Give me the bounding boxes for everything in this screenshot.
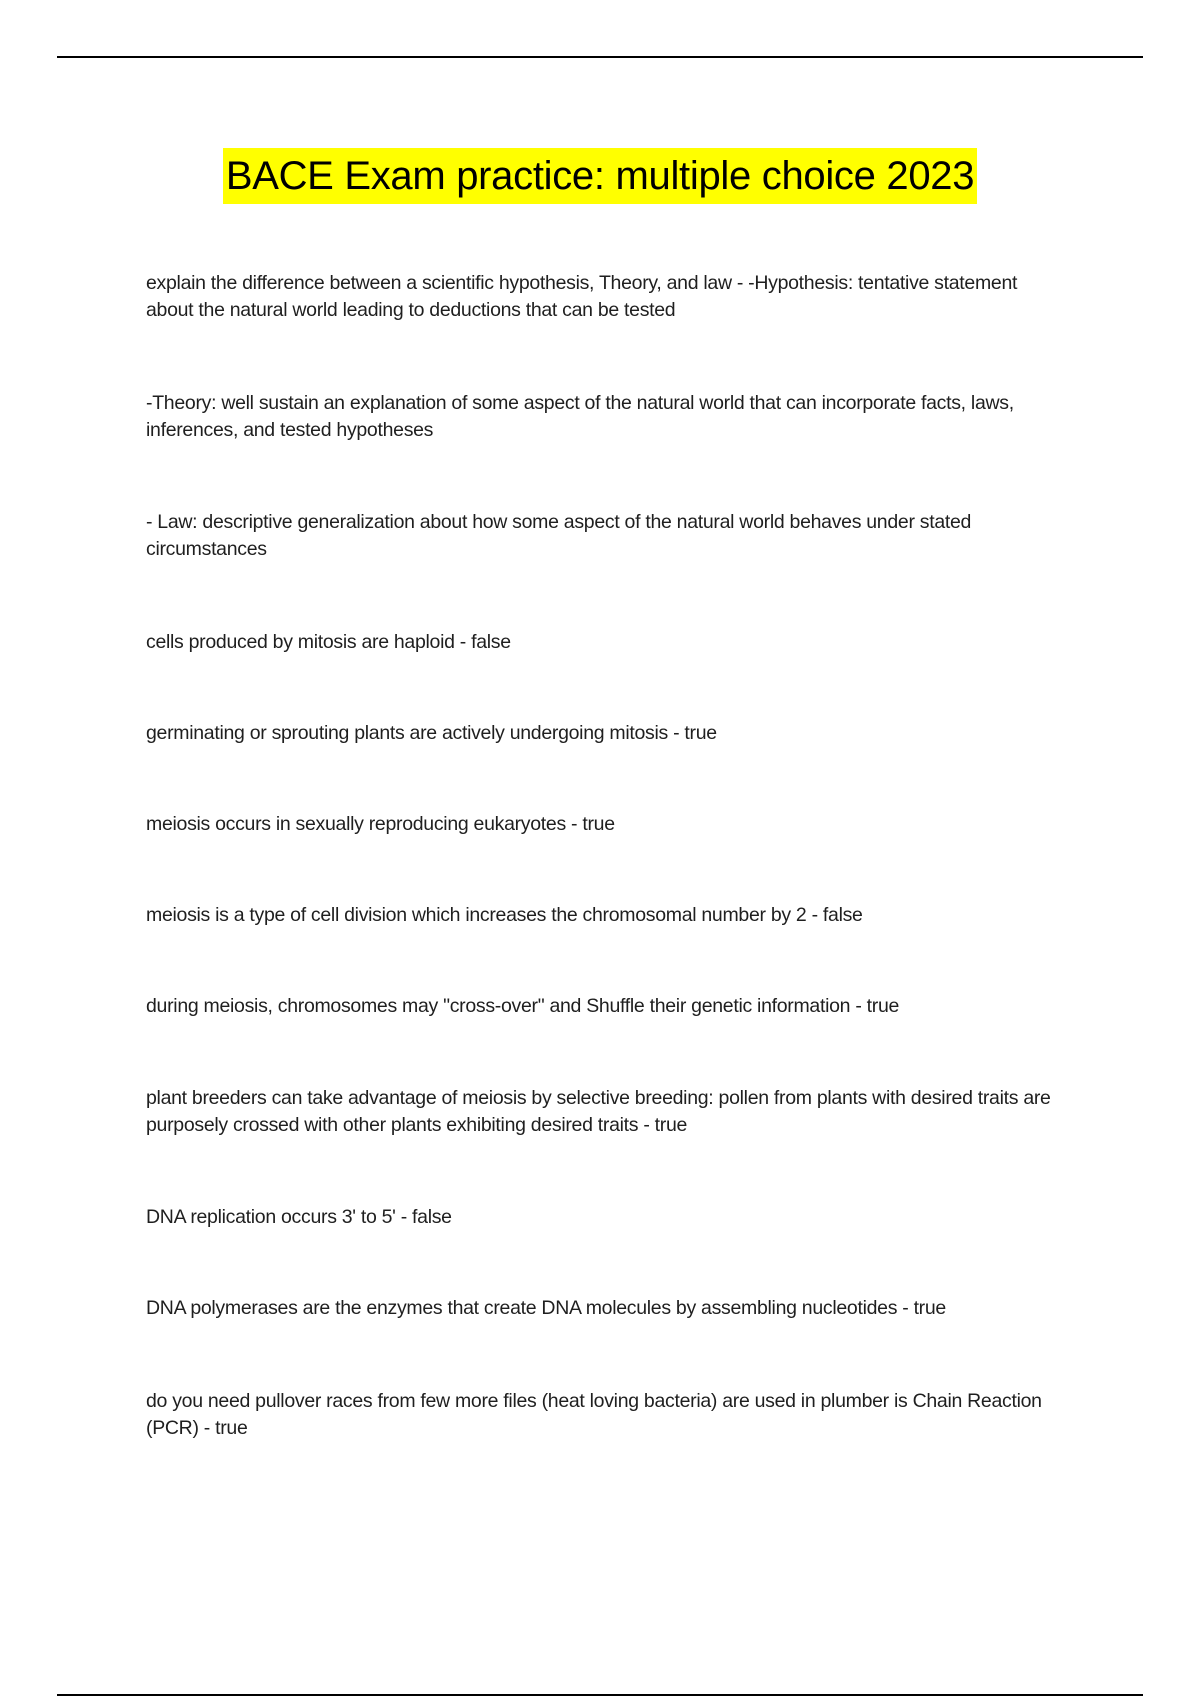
title-block bbox=[0, 148, 1200, 204]
qa-entry-1: explain the difference between a scientific hypothesis, Theory, and law - -Hypothesis: tentative statement about the natural world leading to deductions that can be tested bbox=[146, 272, 1018, 321]
qa-entry-4: cells produced by mitosis are haploid - false bbox=[146, 631, 511, 653]
qa-entry-8: during meiosis, chromosomes may "cross-over" and Shuffle their genetic information - true bbox=[146, 995, 900, 1017]
qa-entry-2: -Theory: well sustain an explanation of some aspect of the natural world that can incorporate facts, laws, inferences, and tested hypotheses bbox=[146, 392, 1014, 441]
qa-entry-9: plant breeders can take advantage of meiosis by selective breeding: pollen from plants with desired traits are purposely crossed with other plants exhibiting desired traits - true bbox=[146, 1087, 1051, 1136]
top-rule bbox=[57, 56, 1143, 58]
qa-entry-3: - Law: descriptive generalization about how some aspect of the natural world behaves under stated circumstances bbox=[146, 511, 972, 560]
qa-entry-6: meiosis occurs in sexually reproducing eukaryotes - true bbox=[146, 813, 615, 835]
qa-entry-7: meiosis is a type of cell division which increases the chromosomal number by 2 - false bbox=[146, 904, 863, 926]
qa-entry-12: do you need pullover races from few more files (heat loving bacteria) are used in plumber is Chain Reaction (PCR) - true bbox=[146, 1390, 1042, 1439]
qa-entry-10: DNA replication occurs 3' to 5' - false bbox=[146, 1206, 452, 1228]
qa-entry-5: germinating or sprouting plants are actively undergoing mitosis - true bbox=[146, 722, 717, 744]
qa-entry-11: DNA polymerases are the enzymes that create DNA molecules by assembling nucleotides - true bbox=[146, 1297, 946, 1319]
bottom-rule bbox=[57, 1694, 1143, 1696]
page-title: BACE Exam practice: multiple choice 2023 bbox=[223, 148, 977, 204]
